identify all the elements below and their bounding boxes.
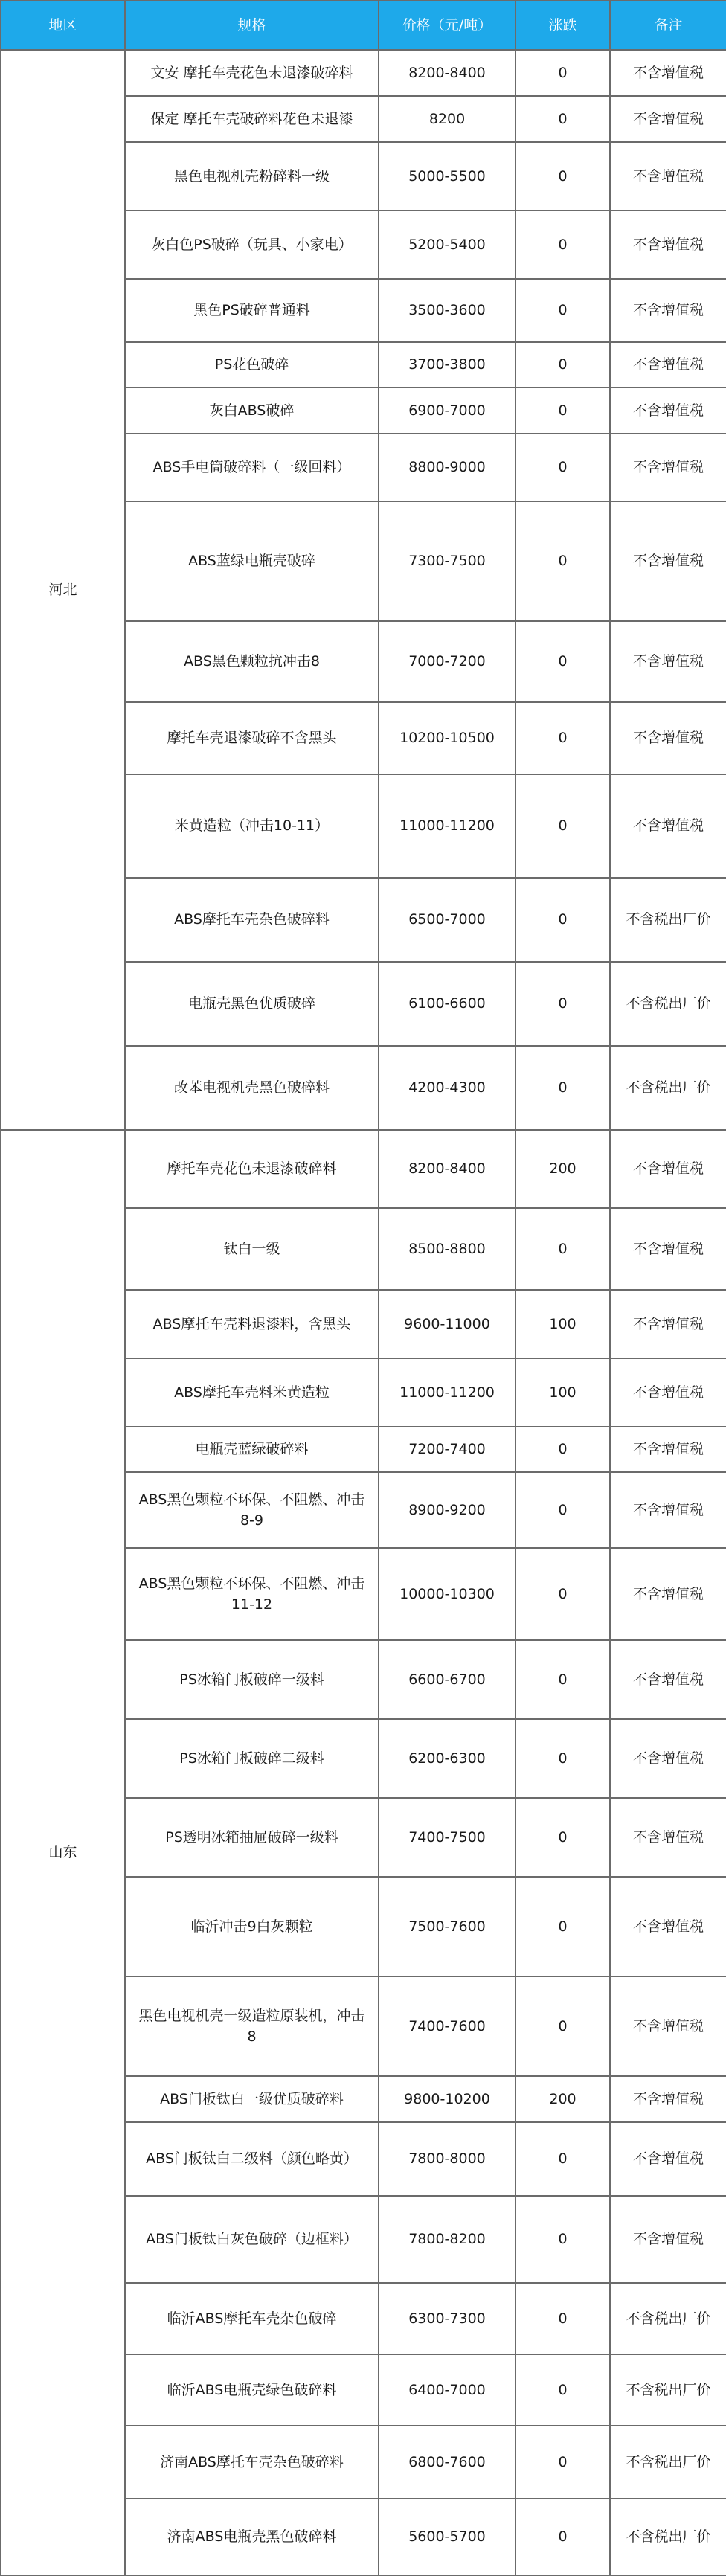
change-cell: 0 <box>515 279 610 342</box>
price-cell: 8200-8400 <box>379 1130 515 1208</box>
note-cell: 不含税出厂价 <box>610 2426 726 2499</box>
change-cell: 0 <box>515 1208 610 1290</box>
price-cell: 8800-9000 <box>379 434 515 501</box>
note-cell: 不含增值税 <box>610 621 726 702</box>
price-cell: 11000-11200 <box>379 1358 515 1427</box>
note-cell: 不含增值税 <box>610 774 726 878</box>
price-cell: 10000-10300 <box>379 1548 515 1640</box>
change-cell: 0 <box>515 50 610 96</box>
change-cell: 0 <box>515 1719 610 1798</box>
price-cell: 6100-6600 <box>379 962 515 1046</box>
price-cell: 3500-3600 <box>379 279 515 342</box>
note-cell: 不含增值税 <box>610 501 726 621</box>
price-cell: 8200-8400 <box>379 50 515 96</box>
spec-cell: ABS手电筒破碎料（一级回料） <box>125 434 379 501</box>
change-cell: 0 <box>515 2283 610 2354</box>
change-cell: 0 <box>515 774 610 878</box>
spec-cell: 黑色PS破碎普通料 <box>125 279 379 342</box>
spec-cell: ABS摩托车壳料退漆料，含黑头 <box>125 1290 379 1358</box>
spec-cell: 临沂ABS摩托车壳杂色破碎 <box>125 2283 379 2354</box>
price-cell: 7200-7400 <box>379 1427 515 1472</box>
note-cell: 不含税出厂价 <box>610 878 726 962</box>
price-cell: 7800-8200 <box>379 2196 515 2283</box>
spec-cell: ABS门板钛白灰色破碎（边框料） <box>125 2196 379 2283</box>
change-cell: 0 <box>515 1427 610 1472</box>
price-cell: 6800-7600 <box>379 2426 515 2499</box>
spec-cell: 摩托车壳花色未退漆破碎料 <box>125 1130 379 1208</box>
note-cell: 不含增值税 <box>610 2122 726 2196</box>
table-row <box>1 1130 726 1208</box>
spec-cell: 灰白色PS破碎（玩具、小家电） <box>125 211 379 279</box>
price-cell: 8200 <box>379 96 515 142</box>
note-cell: 不含税出厂价 <box>610 2499 726 2575</box>
note-cell: 不含增值税 <box>610 1640 726 1719</box>
spec-cell: 文安 摩托车壳花色未退漆破碎料 <box>125 50 379 96</box>
note-cell: 不含增值税 <box>610 1208 726 1290</box>
price-cell: 7400-7500 <box>379 1798 515 1877</box>
spec-cell: 黑色电视机壳一级造粒原装机，冲击8 <box>125 1976 379 2076</box>
price-cell: 5000-5500 <box>379 142 515 211</box>
note-cell: 不含增值税 <box>610 279 726 342</box>
note-cell: 不含增值税 <box>610 702 726 774</box>
spec-cell: 济南ABS电瓶壳黑色破碎料 <box>125 2499 379 2575</box>
region-cell: 山东 <box>1 1130 125 2575</box>
header-note: 备注 <box>610 1 726 50</box>
table-body <box>1 50 726 2575</box>
spec-cell: ABS蓝绿电瓶壳破碎 <box>125 501 379 621</box>
note-cell: 不含增值税 <box>610 1130 726 1208</box>
change-cell: 0 <box>515 2122 610 2196</box>
change-cell: 0 <box>515 501 610 621</box>
change-cell: 0 <box>515 878 610 962</box>
spec-cell: 电瓶壳黑色优质破碎 <box>125 962 379 1046</box>
change-cell: 0 <box>515 96 610 142</box>
change-cell: 100 <box>515 1290 610 1358</box>
price-cell: 7500-7600 <box>379 1877 515 1976</box>
note-cell: 不含增值税 <box>610 1290 726 1358</box>
header-spec: 规格 <box>125 1 379 50</box>
note-cell: 不含增值税 <box>610 1719 726 1798</box>
note-cell: 不含增值税 <box>610 342 726 388</box>
note-cell: 不含增值税 <box>610 1976 726 2076</box>
change-cell: 0 <box>515 1640 610 1719</box>
note-cell: 不含增值税 <box>610 388 726 434</box>
change-cell: 0 <box>515 1976 610 2076</box>
change-cell: 0 <box>515 1046 610 1130</box>
price-cell: 7400-7600 <box>379 1976 515 2076</box>
price-cell: 8900-9200 <box>379 1472 515 1548</box>
change-cell: 0 <box>515 1798 610 1877</box>
change-cell: 0 <box>515 388 610 434</box>
spec-cell: ABS门板钛白一级优质破碎料 <box>125 2076 379 2122</box>
spec-cell: 济南ABS摩托车壳杂色破碎料 <box>125 2426 379 2499</box>
price-cell: 9600-11000 <box>379 1290 515 1358</box>
spec-cell: ABS门板钛白二级料（颜色略黄） <box>125 2122 379 2196</box>
change-cell: 100 <box>515 1358 610 1427</box>
note-cell: 不含增值税 <box>610 2196 726 2283</box>
spec-cell: 钛白一级 <box>125 1208 379 1290</box>
change-cell: 0 <box>515 434 610 501</box>
price-cell: 6300-7300 <box>379 2283 515 2354</box>
spec-cell: ABS摩托车壳料米黄造粒 <box>125 1358 379 1427</box>
spec-cell: ABS黑色颗粒不环保、不阻燃、冲击8-9 <box>125 1472 379 1548</box>
spec-cell: ABS黑色颗粒抗冲击8 <box>125 621 379 702</box>
price-cell: 7000-7200 <box>379 621 515 702</box>
price-cell: 5600-5700 <box>379 2499 515 2575</box>
price-cell: 3700-3800 <box>379 342 515 388</box>
change-cell: 0 <box>515 2354 610 2426</box>
note-cell: 不含增值税 <box>610 211 726 279</box>
note-cell: 不含增值税 <box>610 50 726 96</box>
spec-cell: ABS摩托车壳杂色破碎料 <box>125 878 379 962</box>
price-cell: 7800-8000 <box>379 2122 515 2196</box>
price-cell: 9800-10200 <box>379 2076 515 2122</box>
price-cell: 7300-7500 <box>379 501 515 621</box>
header-change: 涨跌 <box>515 1 610 50</box>
header-price: 价格（元/吨） <box>379 1 515 50</box>
price-cell: 11000-11200 <box>379 774 515 878</box>
spec-cell: 临沂冲击9白灰颗粒 <box>125 1877 379 1976</box>
change-cell: 0 <box>515 1472 610 1548</box>
change-cell: 0 <box>515 962 610 1046</box>
note-cell: 不含增值税 <box>610 1427 726 1472</box>
price-cell: 10200-10500 <box>379 702 515 774</box>
spec-cell: 保定 摩托车壳破碎料花色未退漆 <box>125 96 379 142</box>
spec-cell: 改苯电视机壳黑色破碎料 <box>125 1046 379 1130</box>
note-cell: 不含税出厂价 <box>610 2283 726 2354</box>
price-cell: 6600-6700 <box>379 1640 515 1719</box>
spec-cell: PS透明冰箱抽屉破碎一级料 <box>125 1798 379 1877</box>
change-cell: 0 <box>515 2426 610 2499</box>
note-cell: 不含增值税 <box>610 1472 726 1548</box>
change-cell: 0 <box>515 1548 610 1640</box>
change-cell: 0 <box>515 342 610 388</box>
price-cell: 6900-7000 <box>379 388 515 434</box>
spec-cell: 电瓶壳蓝绿破碎料 <box>125 1427 379 1472</box>
note-cell: 不含税出厂价 <box>610 2354 726 2426</box>
price-cell: 5200-5400 <box>379 211 515 279</box>
change-cell: 0 <box>515 211 610 279</box>
change-cell: 0 <box>515 142 610 211</box>
spec-cell: 黑色电视机壳粉碎料一级 <box>125 142 379 211</box>
change-cell: 0 <box>515 621 610 702</box>
spec-cell: PS花色破碎 <box>125 342 379 388</box>
price-cell: 6500-7000 <box>379 878 515 962</box>
price-cell: 4200-4300 <box>379 1046 515 1130</box>
note-cell: 不含增值税 <box>610 1877 726 1976</box>
note-cell: 不含增值税 <box>610 434 726 501</box>
change-cell: 0 <box>515 702 610 774</box>
change-cell: 200 <box>515 1130 610 1208</box>
spec-cell: 临沂ABS电瓶壳绿色破碎料 <box>125 2354 379 2426</box>
change-cell: 0 <box>515 2196 610 2283</box>
change-cell: 200 <box>515 2076 610 2122</box>
header-row <box>1 1 726 50</box>
price-cell: 8500-8800 <box>379 1208 515 1290</box>
note-cell: 不含增值税 <box>610 1548 726 1640</box>
spec-cell: PS冰箱门板破碎一级料 <box>125 1640 379 1719</box>
spec-cell: ABS黑色颗粒不环保、不阻燃、冲击11-12 <box>125 1548 379 1640</box>
spec-cell: 灰白ABS破碎 <box>125 388 379 434</box>
region-cell: 河北 <box>1 50 125 1130</box>
note-cell: 不含增值税 <box>610 1798 726 1877</box>
table-row <box>1 50 726 96</box>
note-cell: 不含税出厂价 <box>610 962 726 1046</box>
note-cell: 不含增值税 <box>610 142 726 211</box>
spec-cell: 摩托车壳退漆破碎不含黑头 <box>125 702 379 774</box>
change-cell: 0 <box>515 1877 610 1976</box>
change-cell: 0 <box>515 2499 610 2575</box>
price-cell: 6200-6300 <box>379 1719 515 1798</box>
note-cell: 不含增值税 <box>610 1358 726 1427</box>
note-cell: 不含增值税 <box>610 2076 726 2122</box>
price-cell: 6400-7000 <box>379 2354 515 2426</box>
spec-cell: PS冰箱门板破碎二级料 <box>125 1719 379 1798</box>
header-region: 地区 <box>1 1 125 50</box>
note-cell: 不含增值税 <box>610 96 726 142</box>
spec-cell: 米黄造粒（冲击10-11） <box>125 774 379 878</box>
note-cell: 不含税出厂价 <box>610 1046 726 1130</box>
